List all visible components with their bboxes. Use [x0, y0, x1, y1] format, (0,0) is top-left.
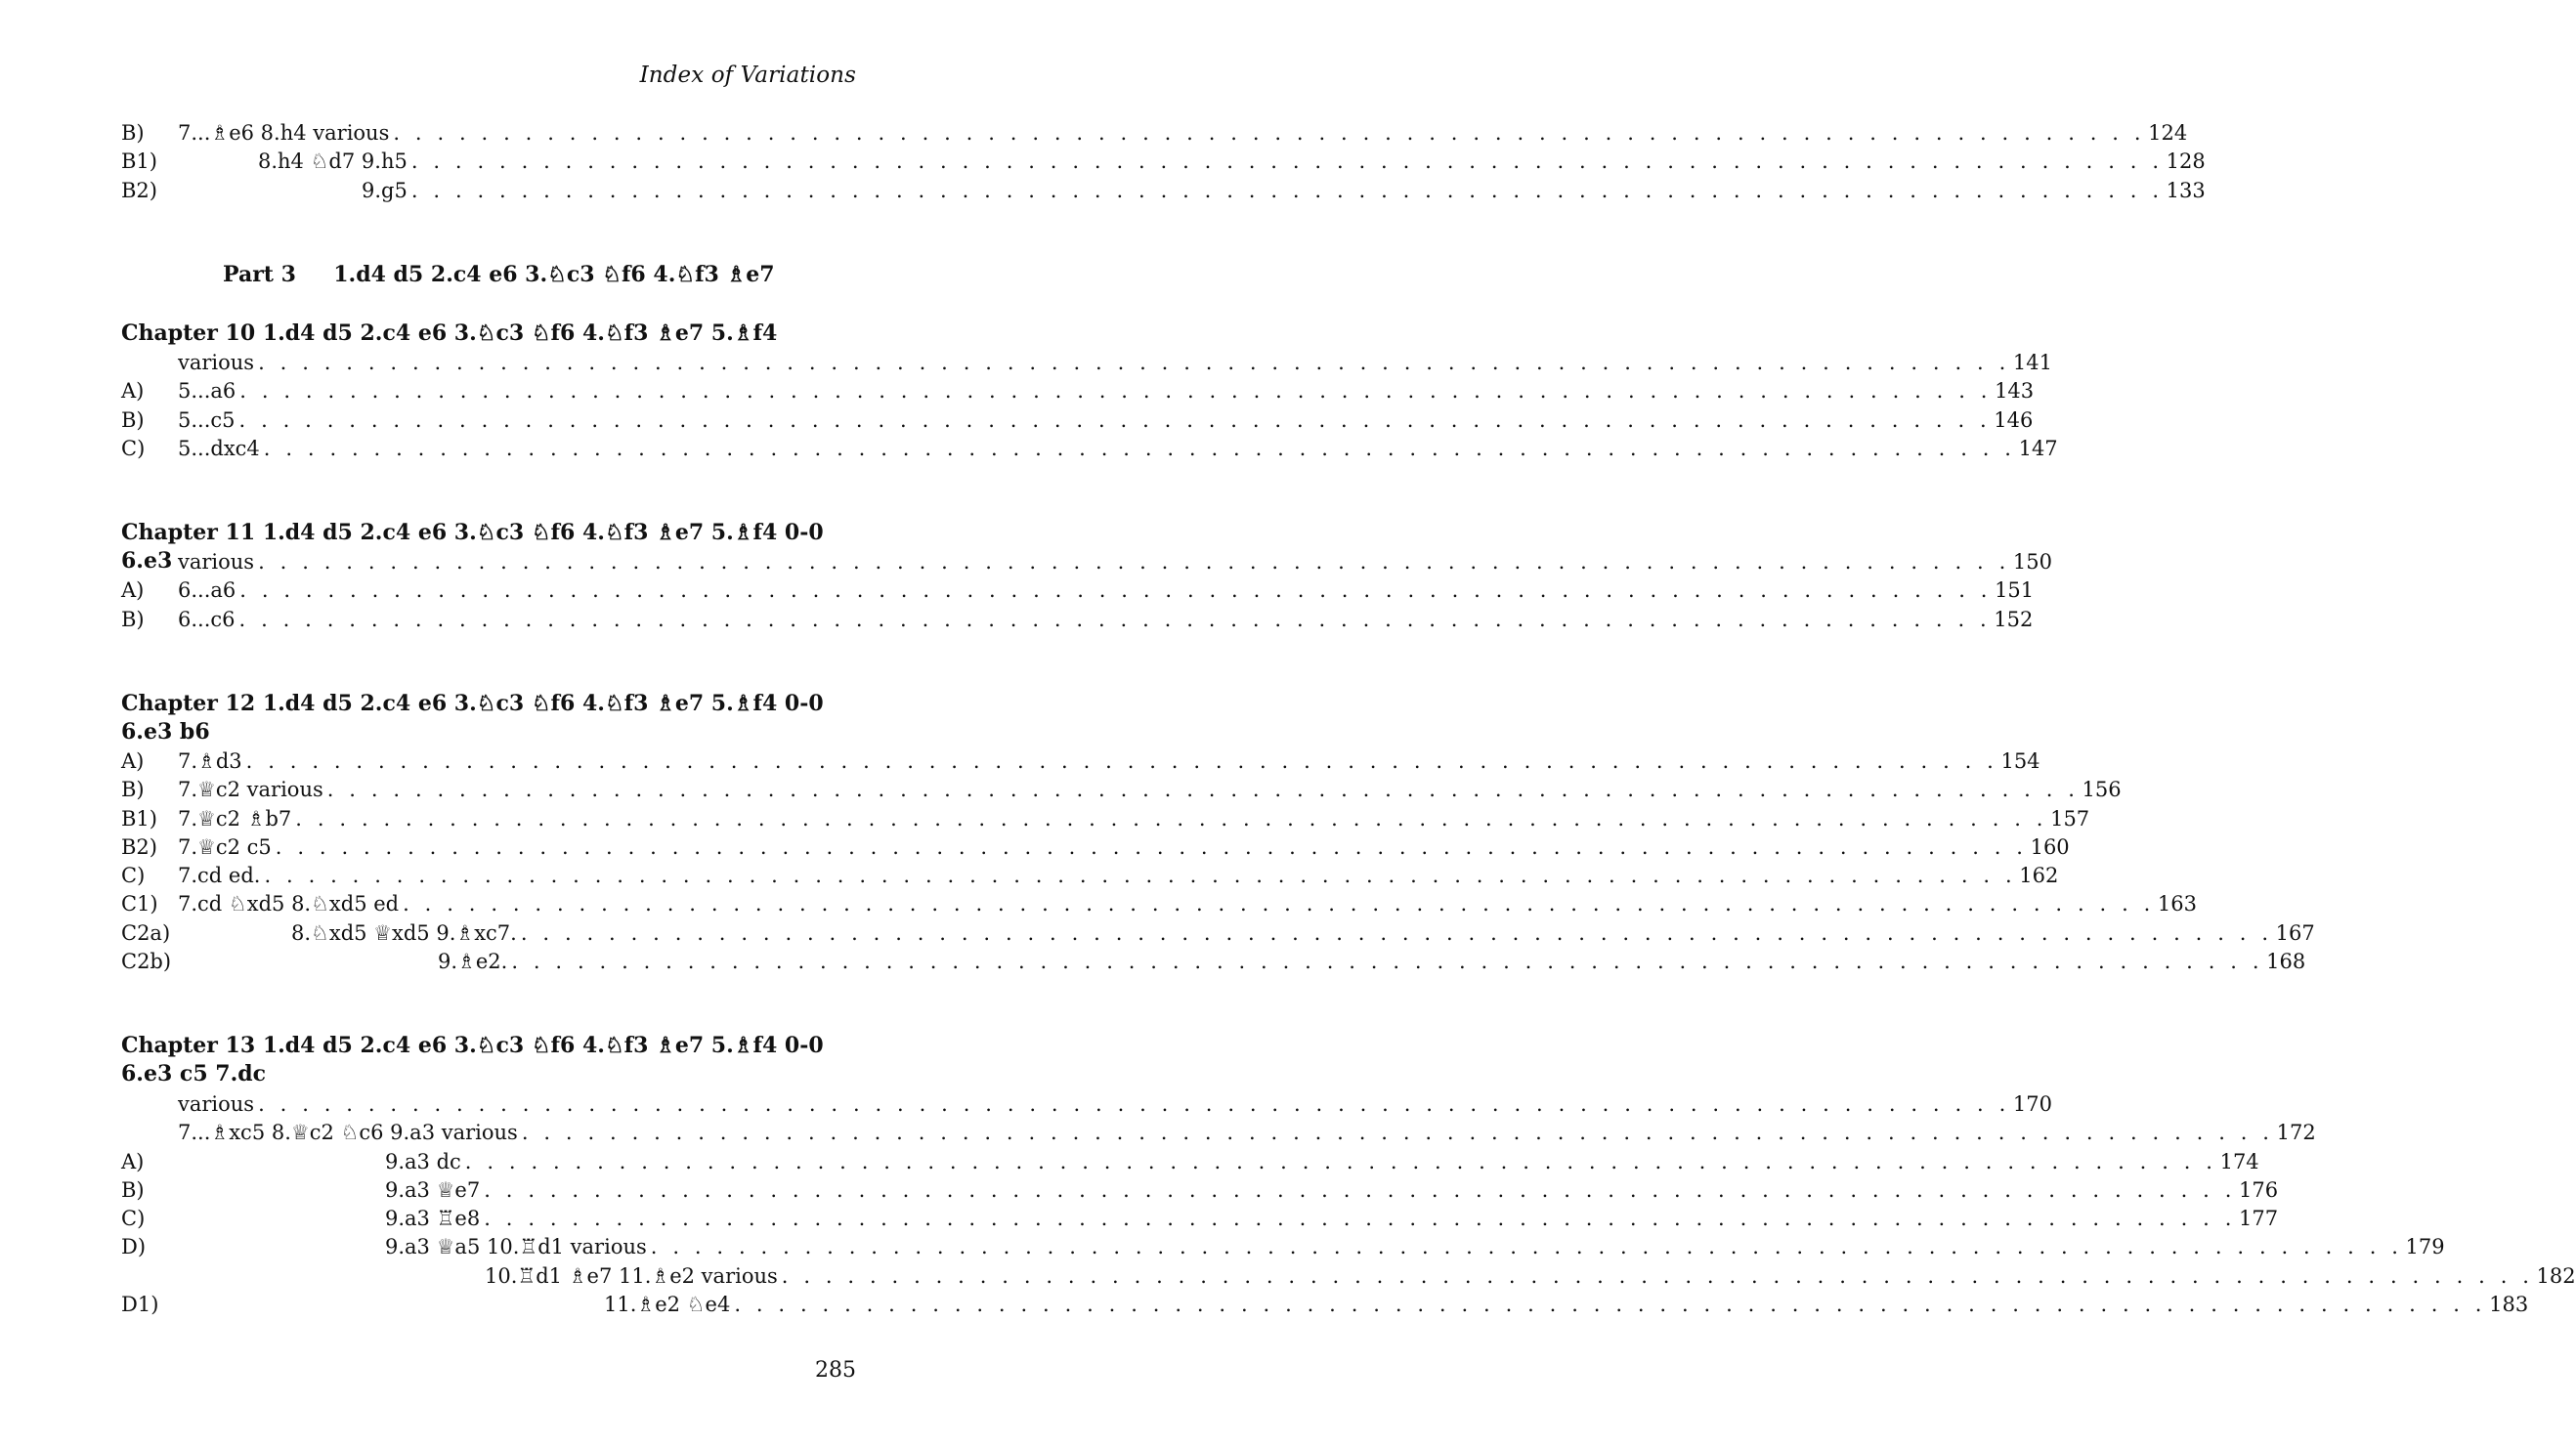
- variation-move: 6...c6: [178, 607, 236, 631]
- variation-label: C2a): [121, 920, 171, 945]
- variation-page-number: 168: [2266, 950, 2306, 974]
- variation-page-number: 133: [2166, 178, 2206, 202]
- variation-label: C): [121, 436, 146, 460]
- dot-leader: . . . . . . . . . . . . . . . . . . . . . . . . . . . . . . . . . . . . . . . . . . . . . . . . . . . . . . . . . . . . . . . . . . . . . . . . . . . . . . . .: [650, 1235, 2403, 1259]
- variation-label: B2): [121, 178, 157, 202]
- variation-row: [121, 1233, 2445, 1261]
- variation-label: B): [121, 607, 145, 631]
- variation-move: 7...♗e6 8.h4 various: [178, 121, 390, 145]
- variation-page-number: 154: [2000, 749, 2040, 773]
- variation-label: C1): [121, 892, 158, 916]
- variation-row: [121, 1090, 2052, 1119]
- variation-row: [121, 805, 2090, 833]
- variation-page-number: 146: [1994, 407, 2034, 432]
- variation-move: 11.♗e2 ♘e4: [604, 1293, 731, 1317]
- variation-row: [121, 576, 2035, 605]
- dot-leader: . . . . . . . . . . . . . . . . . . . . . . . . . . . . . . . . . . . . . . . . . . . . . . . . . . . . . . . . . . . . . . . . . . . . . . . . . . . . . . . .: [295, 806, 2048, 831]
- variation-row: [121, 606, 2034, 634]
- variation-row: [121, 177, 2206, 205]
- variation-page-number: 172: [2276, 1121, 2316, 1145]
- variation-page-number: 174: [2219, 1149, 2259, 1173]
- variation-page-number: 152: [1994, 607, 2034, 631]
- variation-page-number: 179: [2405, 1235, 2445, 1259]
- variation-row: [121, 406, 2034, 435]
- variation-row: [121, 1176, 2279, 1205]
- dot-leader: . . . . . . . . . . . . . . . . . . . . . . . . . . . . . . . . . . . . . . . . . . . . . . . . . . . . . . . . . . . . . . . . . . . . . . . . . . . . . . . .: [521, 1121, 2274, 1145]
- dot-leader: . . . . . . . . . . . . . . . . . . . . . . . . . . . . . . . . . . . . . . . . . . . . . . . . . . . . . . . . . . . . . . . . . . . . . . . . . . . . . . . .: [258, 550, 2010, 574]
- dot-leader: . . . . . . . . . . . . . . . . . . . . . . . . . . . . . . . . . . . . . . . . . . . . . . . . . . . . . . . . . . . . . . . . . . . . . . . . . . . . . . . .: [239, 578, 1993, 603]
- dot-leader: . . . . . . . . . . . . . . . . . . . . . . . . . . . . . . . . . . . . . . . . . . . . . . . . . . . . . . . . . . . . . . . . . . . . . . . . . . . . . . . .: [238, 607, 1992, 631]
- variation-move: 8.♘xd5 ♕xd5 9.♗xc7.: [291, 920, 517, 945]
- variation-page-number: 124: [2148, 121, 2188, 145]
- variation-label: D1): [121, 1293, 159, 1317]
- variation-row: [121, 148, 2206, 176]
- variation-page-number: 156: [2082, 778, 2122, 802]
- variation-label: B): [121, 407, 145, 432]
- dot-leader: . . . . . . . . . . . . . . . . . . . . . . . . . . . . . . . . . . . . . . . . . . . . . . . . . . . . . . . . . . . . . . . . . . . . . . . . . . . . . . . .: [263, 436, 2016, 460]
- variation-page-number: 182: [2536, 1263, 2576, 1288]
- chapter-10-variation-list: [121, 349, 2058, 463]
- variation-row: [121, 862, 2059, 890]
- dot-leader: . . . . . . . . . . . . . . . . . . . . . . . . . . . . . . . . . . . . . . . . . . . . . . . . . . . . . . . . . . . . . . . . . . . . . . . . . . . . . . . .: [484, 1207, 2236, 1231]
- dot-leader: . . . . . . . . . . . . . . . . . . . . . . . . . . . . . . . . . . . . . . . . . . . . . . . . . . . . . . . . . . . . . . . . . . . . . . . . . . . . . . . .: [484, 1177, 2236, 1202]
- variation-move: 9.a3 ♖e8: [385, 1207, 481, 1231]
- running-head: Index of Variations: [639, 63, 856, 88]
- variation-page-number: 160: [2030, 834, 2070, 859]
- chapter-11-heading: Chapter 11 1.d4 d5 2.c4 e6 3.♘c3 ♘f6 4.♘f3 ♗e7 5.♗f4 0-0 6.e3: [121, 520, 824, 574]
- chapter-11-variation-list: [121, 548, 2052, 634]
- part-heading: Part 3 1.d4 d5 2.c4 e6 3.♘c3 ♘f6 4.♘f3 ♗e7: [223, 262, 775, 287]
- variation-move: 7.cd ed.: [178, 864, 261, 888]
- dot-leader: . . . . . . . . . . . . . . . . . . . . . . . . . . . . . . . . . . . . . . . . . . . . . . . . . . . . . . . . . . . . . . . . . . . . . . . . . . . . . . . .: [734, 1293, 2487, 1317]
- dot-leader: . . . . . . . . . . . . . . . . . . . . . . . . . . . . . . . . . . . . . . . . . . . . . . . . . . . . . . . . . . . . . . . . . . . . . . . . . . . . . . . .: [239, 379, 1993, 404]
- variation-label: C): [121, 864, 146, 888]
- chapter-13-heading: Chapter 13 1.d4 d5 2.c4 e6 3.♘c3 ♘f6 4.♘f3 ♗e7 5.♗f4 0-0 6.e3 c5 7.dc: [121, 1033, 824, 1087]
- dot-leader: . . . . . . . . . . . . . . . . . . . . . . . . . . . . . . . . . . . . . . . . . . . . . . . . . . . . . . . . . . . . . . . . . . . . . . . . . . . . . . . .: [403, 892, 2155, 916]
- page-number: 285: [815, 1358, 856, 1383]
- dot-leader: . . . . . . . . . . . . . . . . . . . . . . . . . . . . . . . . . . . . . . . . . . . . . . . . . . . . . . . . . . . . . . . . . . . . . . . . . . . . . . . .: [258, 351, 2010, 374]
- variation-page-number: 162: [2019, 864, 2059, 888]
- variation-label: B): [121, 1177, 145, 1202]
- variation-label: A): [121, 578, 145, 603]
- variation-page-number: 141: [2012, 351, 2052, 374]
- variation-row: [121, 1262, 2576, 1291]
- variation-label: A): [121, 379, 145, 404]
- variation-row: [121, 435, 2058, 463]
- variation-row: [121, 1148, 2259, 1176]
- variation-label: B2): [121, 834, 157, 859]
- dot-leader: . . . . . . . . . . . . . . . . . . . . . . . . . . . . . . . . . . . . . . . . . . . . . . . . . . . . . . . . . . . . . . . . . . . . . . . . . . . . . . . .: [238, 407, 1992, 432]
- variation-move: various: [178, 1092, 255, 1116]
- variation-move: 9.a3 ♕e7: [385, 1177, 481, 1202]
- variation-row: [121, 833, 2070, 862]
- dot-leader: . . . . . . . . . . . . . . . . . . . . . . . . . . . . . . . . . . . . . . . . . . . . . . . . . . . . . . . . . . . . . . . . . . . . . . . . . . . . . . . .: [245, 749, 1998, 773]
- variation-move: 9.a3 dc: [385, 1149, 461, 1173]
- dot-leader: . . . . . . . . . . . . . . . . . . . . . . . . . . . . . . . . . . . . . . . . . . . . . . . . . . . . . . . . . . . . . . . . . . . . . . . . . . . . . . . .: [781, 1263, 2534, 1288]
- variation-page-number: 183: [2489, 1293, 2529, 1317]
- variation-label: B): [121, 778, 145, 802]
- variation-move: 7.♗d3: [178, 749, 242, 773]
- variation-page-number: 176: [2239, 1177, 2279, 1202]
- chapter-10-heading: Chapter 10 1.d4 d5 2.c4 e6 3.♘c3 ♘f6 4.♘f3 ♗e7 5.♗f4: [121, 320, 778, 346]
- variation-move: 7.♕c2 c5: [178, 834, 272, 859]
- dot-leader: . . . . . . . . . . . . . . . . . . . . . . . . . . . . . . . . . . . . . . . . . . . . . . . . . . . . . . . . . . . . . . . . . . . . . . . . . . . . . . . .: [410, 178, 2164, 202]
- variation-label: B1): [121, 149, 157, 174]
- variation-label: A): [121, 1149, 145, 1173]
- variation-move: 9.a3 ♕a5 10.♖d1 various: [385, 1235, 647, 1259]
- dot-leader: . . . . . . . . . . . . . . . . . . . . . . . . . . . . . . . . . . . . . . . . . . . . . . . . . . . . . . . . . . . . . . . . . . . . . . . . . . . . . . . .: [275, 834, 2028, 859]
- dot-leader: . . . . . . . . . . . . . . . . . . . . . . . . . . . . . . . . . . . . . . . . . . . . . . . . . . . . . . . . . . . . . . . . . . . . . . . . . . . . . . . .: [258, 1092, 2010, 1116]
- variation-move: 6...a6: [178, 578, 236, 603]
- variation-page-number: 163: [2157, 892, 2197, 916]
- variation-move: 8.h4 ♘d7 9.h5: [258, 149, 408, 174]
- variation-row: [121, 377, 2035, 405]
- variation-move: various: [178, 550, 255, 574]
- variation-page-number: 151: [1995, 578, 2035, 603]
- variation-move: 7.♕c2 ♗b7: [178, 806, 292, 831]
- variation-move: 10.♖d1 ♗e7 11.♗e2 various: [485, 1263, 778, 1288]
- variation-label: A): [121, 749, 145, 773]
- variation-row: [121, 1291, 2529, 1319]
- dot-leader: . . . . . . . . . . . . . . . . . . . . . . . . . . . . . . . . . . . . . . . . . . . . . . . . . . . . . . . . . . . . . . . . . . . . . . . . . . . . . . . .: [326, 778, 2080, 802]
- variation-move: various: [178, 351, 255, 374]
- variation-row: [121, 548, 2052, 576]
- variation-row: [121, 1119, 2316, 1147]
- variation-label: C2b): [121, 950, 172, 974]
- variation-page-number: 167: [2275, 920, 2315, 945]
- variation-label: B): [121, 121, 145, 145]
- variation-move: 5...a6: [178, 379, 236, 404]
- variation-page-number: 128: [2166, 149, 2206, 174]
- variation-row: [121, 776, 2122, 804]
- variation-move: 7.cd ♘xd5 8.♘xd5 ed: [178, 892, 400, 916]
- variation-label: B1): [121, 806, 157, 831]
- variation-row: [121, 119, 2188, 148]
- dot-leader: . . . . . . . . . . . . . . . . . . . . . . . . . . . . . . . . . . . . . . . . . . . . . . . . . . . . . . . . . . . . . . . . . . . . . . . . . . . . . . . .: [393, 121, 2146, 145]
- variation-move: 9.♗e2.: [438, 950, 508, 974]
- dot-leader: . . . . . . . . . . . . . . . . . . . . . . . . . . . . . . . . . . . . . . . . . . . . . . . . . . . . . . . . . . . . . . . . . . . . . . . . . . . . . . . .: [264, 864, 2017, 888]
- dot-leader: . . . . . . . . . . . . . . . . . . . . . . . . . . . . . . . . . . . . . . . . . . . . . . . . . . . . . . . . . . . . . . . . . . . . . . . . . . . . . . . .: [520, 920, 2273, 945]
- variation-row: [121, 349, 2052, 377]
- variation-row: [121, 1205, 2279, 1233]
- variation-page-number: 150: [2012, 550, 2052, 574]
- variation-move: 7.♕c2 various: [178, 778, 323, 802]
- variation-move: 5...dxc4: [178, 436, 260, 460]
- variation-page-number: 170: [2012, 1092, 2052, 1116]
- dot-leader: . . . . . . . . . . . . . . . . . . . . . . . . . . . . . . . . . . . . . . . . . . . . . . . . . . . . . . . . . . . . . . . . . . . . . . . . . . . . . . . .: [464, 1149, 2217, 1173]
- variation-move: 9.g5: [362, 178, 408, 202]
- chapter-13-variation-list: [121, 1090, 2576, 1319]
- variation-page-number: 143: [1995, 379, 2035, 404]
- dot-leader: . . . . . . . . . . . . . . . . . . . . . . . . . . . . . . . . . . . . . . . . . . . . . . . . . . . . . . . . . . . . . . . . . . . . . . . . . . . . . . . .: [511, 950, 2264, 974]
- variation-row: [121, 948, 2306, 976]
- variation-row: [121, 747, 2040, 776]
- variation-move: 7...♗xc5 8.♕c2 ♘c6 9.a3 various: [178, 1121, 518, 1145]
- top-variation-list: [121, 119, 2206, 205]
- variation-page-number: 147: [2018, 436, 2058, 460]
- dot-leader: . . . . . . . . . . . . . . . . . . . . . . . . . . . . . . . . . . . . . . . . . . . . . . . . . . . . . . . . . . . . . . . . . . . . . . . . . . . . . . . .: [410, 149, 2164, 174]
- variation-page-number: 177: [2239, 1207, 2279, 1231]
- variation-page-number: 157: [2050, 806, 2090, 831]
- variation-label: C): [121, 1207, 146, 1231]
- chapter-12-heading: Chapter 12 1.d4 d5 2.c4 e6 3.♘c3 ♘f6 4.♘f3 ♗e7 5.♗f4 0-0 6.e3 b6: [121, 691, 824, 745]
- chapter-12-variation-list: [121, 747, 2315, 976]
- variation-row: [121, 919, 2315, 948]
- variation-label: D): [121, 1235, 147, 1259]
- variation-row: [121, 890, 2197, 918]
- variation-move: 5...c5: [178, 407, 236, 432]
